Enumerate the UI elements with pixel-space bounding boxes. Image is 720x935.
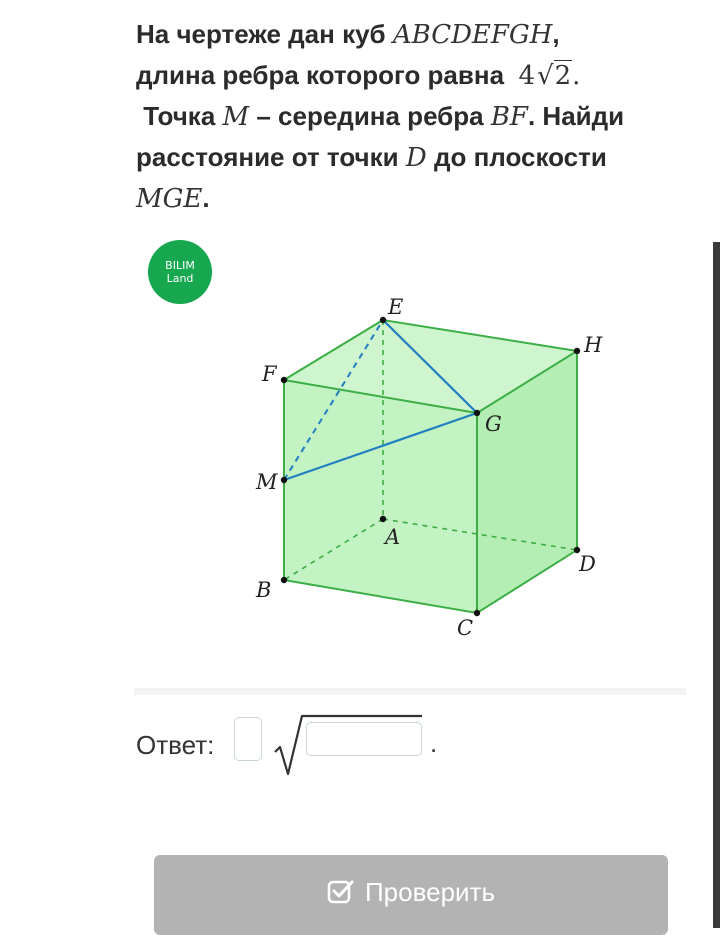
- cube-figure: [230, 290, 630, 650]
- vertex-g: [474, 410, 480, 416]
- answer-coefficient-input[interactable]: [234, 717, 262, 761]
- label-f: F: [262, 362, 277, 386]
- label-h: H: [584, 333, 603, 357]
- label-d: D: [579, 552, 596, 576]
- label-g: G: [485, 412, 502, 436]
- label-b: B: [256, 578, 272, 602]
- math-point-m: M: [222, 102, 250, 132]
- vertex-f: [281, 377, 287, 383]
- cube-face-front: [284, 380, 477, 613]
- vertex-m: [281, 477, 287, 483]
- label-a: A: [385, 525, 401, 549]
- math-plane-mge: MGE: [136, 184, 203, 214]
- label-e: E: [388, 295, 404, 319]
- section-divider: [134, 688, 686, 695]
- label-c: C: [457, 616, 474, 640]
- math-point-d: D: [405, 143, 427, 173]
- answer-period: .: [430, 728, 438, 758]
- math-edge-bf: BF: [490, 102, 528, 132]
- bilimland-logo: [148, 240, 212, 304]
- vertex-e: [380, 317, 386, 323]
- label-m: M: [256, 470, 278, 494]
- vertex-b: [281, 577, 287, 583]
- math-cube-name: ABCDEFGH: [392, 20, 553, 50]
- scrollbar[interactable]: [713, 242, 720, 928]
- check-button-label: Проверить: [364, 876, 496, 907]
- answer-radicand-input[interactable]: [306, 722, 422, 756]
- math-edge-length: 4√2.: [518, 61, 581, 91]
- vertex-h: [574, 348, 580, 354]
- vertex-c: [474, 610, 480, 616]
- answer-label: Ответ:: [136, 730, 215, 760]
- vertex-a: [380, 516, 386, 522]
- problem-statement: На чертеже дан куб ABCDEFGH, длина ребра которого равна 4√2. Точка M – середина ребра BF. Найди расстояние от точки D до плоскости MGE.: [136, 19, 625, 214]
- logo-text-line2: Land: [166, 272, 194, 285]
- check-button[interactable]: [154, 855, 668, 935]
- logo-text-line1: BILIM: [165, 259, 195, 272]
- check-square-icon: [327, 878, 355, 906]
